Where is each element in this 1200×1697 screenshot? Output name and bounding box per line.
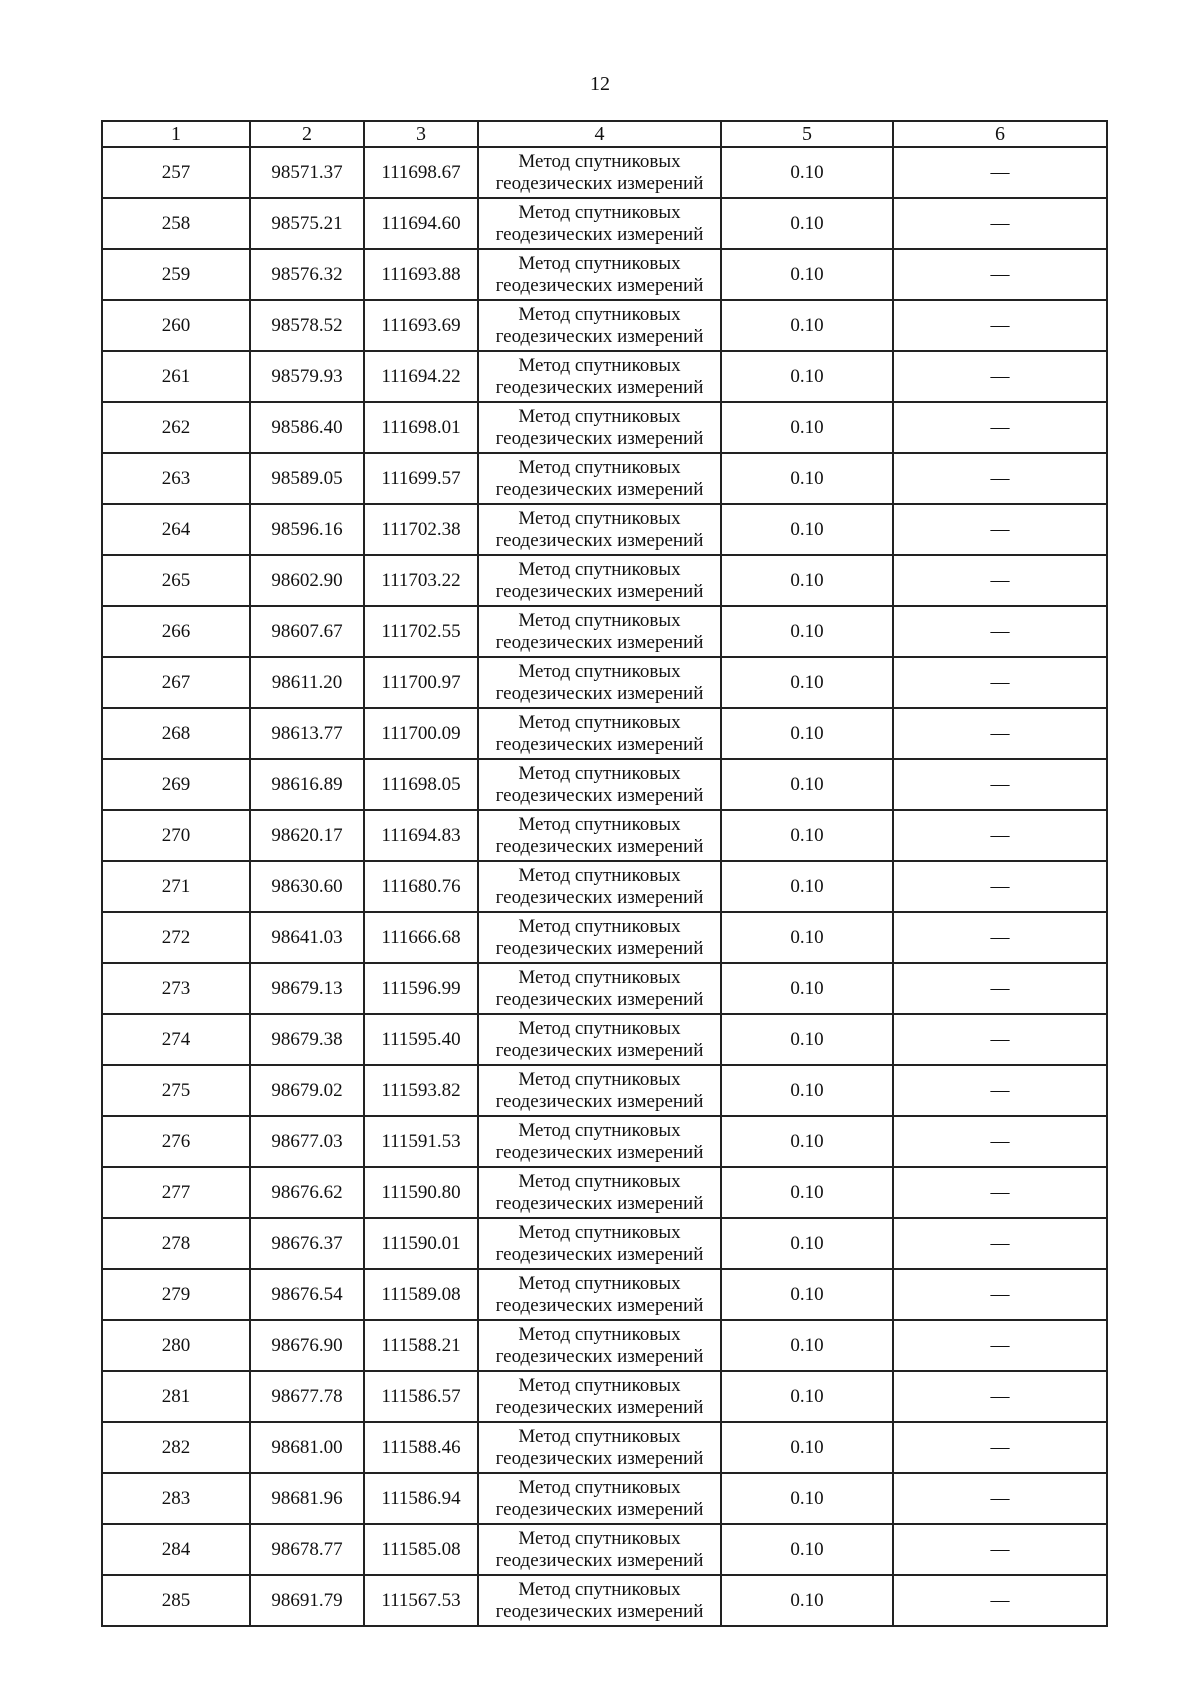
method-line-2: геодезических измерений — [495, 886, 704, 908]
coordinate-x-cell: 98607.67 — [250, 606, 364, 657]
point-number-cell: 276 — [102, 1116, 250, 1167]
method-line-2: геодезических измерений — [495, 1396, 704, 1418]
coordinate-x-cell: 98579.93 — [250, 351, 364, 402]
method-line-1: Метод спутниковых — [518, 762, 681, 784]
method-cell — [478, 810, 721, 861]
method-cell — [478, 351, 721, 402]
table-row — [102, 759, 1107, 810]
description-cell: — — [893, 861, 1107, 912]
method-line-1: Метод спутниковых — [518, 864, 681, 886]
coordinate-y-cell: 111593.82 — [364, 1065, 478, 1116]
column-header-1: 1 — [102, 121, 250, 147]
accuracy-cell: 0.10 — [721, 249, 893, 300]
coordinate-y-cell: 111700.97 — [364, 657, 478, 708]
accuracy-cell: 0.10 — [721, 402, 893, 453]
column-header-4: 4 — [478, 121, 721, 147]
method-cell — [478, 708, 721, 759]
table-row — [102, 606, 1107, 657]
description-cell: — — [893, 708, 1107, 759]
method-line-2: геодезических измерений — [495, 325, 704, 347]
table-row — [102, 1116, 1107, 1167]
header-row — [102, 121, 1107, 147]
coordinate-y-cell: 111586.57 — [364, 1371, 478, 1422]
method-line-1: Метод спутниковых — [518, 966, 681, 988]
description-cell: — — [893, 1473, 1107, 1524]
coordinate-y-cell: 111698.01 — [364, 402, 478, 453]
method-line-2: геодезических измерений — [495, 223, 704, 245]
accuracy-cell: 0.10 — [721, 708, 893, 759]
coordinate-y-cell: 111567.53 — [364, 1575, 478, 1626]
method-cell — [478, 1065, 721, 1116]
accuracy-cell: 0.10 — [721, 606, 893, 657]
point-number-cell: 268 — [102, 708, 250, 759]
table-row — [102, 147, 1107, 198]
point-number-cell: 285 — [102, 1575, 250, 1626]
method-line-1: Метод спутниковых — [518, 813, 681, 835]
accuracy-cell: 0.10 — [721, 810, 893, 861]
method-cell — [478, 1167, 721, 1218]
method-line-2: геодезических измерений — [495, 427, 704, 449]
method-cell — [478, 1320, 721, 1371]
point-number-cell: 269 — [102, 759, 250, 810]
accuracy-cell: 0.10 — [721, 1320, 893, 1371]
method-line-2: геодезических измерений — [495, 274, 704, 296]
column-header-2: 2 — [250, 121, 364, 147]
method-line-1: Метод спутниковых — [518, 303, 681, 325]
method-line-1: Метод спутниковых — [518, 1425, 681, 1447]
description-cell: — — [893, 1269, 1107, 1320]
coordinate-y-cell: 111693.88 — [364, 249, 478, 300]
method-line-1: Метод спутниковых — [518, 405, 681, 427]
method-line-1: Метод спутниковых — [518, 1221, 681, 1243]
method-line-1: Метод спутниковых — [518, 456, 681, 478]
point-number-cell: 282 — [102, 1422, 250, 1473]
accuracy-cell: 0.10 — [721, 1167, 893, 1218]
coordinate-y-cell: 111702.38 — [364, 504, 478, 555]
coordinate-x-cell: 98677.78 — [250, 1371, 364, 1422]
description-cell: — — [893, 402, 1107, 453]
method-line-2: геодезических измерений — [495, 835, 704, 857]
coordinate-x-cell: 98571.37 — [250, 147, 364, 198]
table-row — [102, 861, 1107, 912]
coordinate-y-cell: 111698.67 — [364, 147, 478, 198]
table-row — [102, 453, 1107, 504]
description-cell: — — [893, 555, 1107, 606]
method-cell — [478, 861, 721, 912]
point-number-cell: 283 — [102, 1473, 250, 1524]
accuracy-cell: 0.10 — [721, 198, 893, 249]
method-cell — [478, 1371, 721, 1422]
method-line-1: Метод спутниковых — [518, 1527, 681, 1549]
method-cell — [478, 1116, 721, 1167]
point-number-cell: 258 — [102, 198, 250, 249]
coordinate-x-cell: 98691.79 — [250, 1575, 364, 1626]
accuracy-cell: 0.10 — [721, 504, 893, 555]
method-line-1: Метод спутниковых — [518, 252, 681, 274]
coordinate-y-cell: 111698.05 — [364, 759, 478, 810]
description-cell: — — [893, 198, 1107, 249]
point-number-cell: 280 — [102, 1320, 250, 1371]
description-cell: — — [893, 1371, 1107, 1422]
table-row — [102, 1269, 1107, 1320]
point-number-cell: 281 — [102, 1371, 250, 1422]
description-cell: — — [893, 606, 1107, 657]
table-row — [102, 198, 1107, 249]
description-cell: — — [893, 1575, 1107, 1626]
table-row — [102, 1371, 1107, 1422]
point-number-cell: 279 — [102, 1269, 250, 1320]
method-cell — [478, 1524, 721, 1575]
coordinate-y-cell: 111702.55 — [364, 606, 478, 657]
point-number-cell: 263 — [102, 453, 250, 504]
point-number-cell: 265 — [102, 555, 250, 606]
coordinates-table — [101, 120, 1108, 1627]
coordinate-y-cell: 111699.57 — [364, 453, 478, 504]
method-cell — [478, 504, 721, 555]
method-line-1: Метод спутниковых — [518, 660, 681, 682]
method-line-2: геодезических измерений — [495, 1192, 704, 1214]
method-cell — [478, 300, 721, 351]
point-number-cell: 262 — [102, 402, 250, 453]
method-line-2: геодезических измерений — [495, 1141, 704, 1163]
method-line-2: геодезических измерений — [495, 733, 704, 755]
coordinate-x-cell: 98596.16 — [250, 504, 364, 555]
description-cell: — — [893, 147, 1107, 198]
coordinate-y-cell: 111588.46 — [364, 1422, 478, 1473]
point-number-cell: 259 — [102, 249, 250, 300]
method-line-2: геодезических измерений — [495, 1090, 704, 1112]
coordinate-x-cell: 98679.38 — [250, 1014, 364, 1065]
accuracy-cell: 0.10 — [721, 147, 893, 198]
point-number-cell: 274 — [102, 1014, 250, 1065]
table-row — [102, 351, 1107, 402]
method-line-1: Метод спутниковых — [518, 1323, 681, 1345]
coordinate-y-cell: 111694.83 — [364, 810, 478, 861]
description-cell: — — [893, 1218, 1107, 1269]
method-line-2: геодезических измерений — [495, 376, 704, 398]
method-line-1: Метод спутниковых — [518, 1068, 681, 1090]
page-number: 12 — [590, 73, 610, 95]
description-cell: — — [893, 1320, 1107, 1371]
table-row — [102, 1065, 1107, 1116]
method-cell — [478, 1575, 721, 1626]
table-row — [102, 963, 1107, 1014]
method-cell — [478, 249, 721, 300]
point-number-cell: 257 — [102, 147, 250, 198]
coordinate-x-cell: 98576.32 — [250, 249, 364, 300]
method-line-1: Метод спутниковых — [518, 1578, 681, 1600]
column-header-6: 6 — [893, 121, 1107, 147]
point-number-cell: 267 — [102, 657, 250, 708]
point-number-cell: 260 — [102, 300, 250, 351]
coordinate-x-cell: 98681.96 — [250, 1473, 364, 1524]
coordinate-x-cell: 98676.90 — [250, 1320, 364, 1371]
coordinate-y-cell: 111591.53 — [364, 1116, 478, 1167]
table-row — [102, 657, 1107, 708]
point-number-cell: 264 — [102, 504, 250, 555]
table-row — [102, 810, 1107, 861]
description-cell: — — [893, 249, 1107, 300]
method-line-2: геодезических измерений — [495, 1447, 704, 1469]
accuracy-cell: 0.10 — [721, 1371, 893, 1422]
description-cell: — — [893, 1422, 1107, 1473]
method-cell — [478, 1422, 721, 1473]
method-line-1: Метод спутниковых — [518, 609, 681, 631]
table-row — [102, 249, 1107, 300]
method-cell — [478, 402, 721, 453]
accuracy-cell: 0.10 — [721, 1218, 893, 1269]
coordinate-y-cell: 111588.21 — [364, 1320, 478, 1371]
accuracy-cell: 0.10 — [721, 1269, 893, 1320]
coordinate-y-cell: 111585.08 — [364, 1524, 478, 1575]
description-cell: — — [893, 504, 1107, 555]
coordinate-x-cell: 98676.37 — [250, 1218, 364, 1269]
description-cell: — — [893, 300, 1107, 351]
accuracy-cell: 0.10 — [721, 1116, 893, 1167]
method-cell — [478, 912, 721, 963]
table-row — [102, 708, 1107, 759]
method-line-2: геодезических измерений — [495, 1600, 704, 1622]
method-line-1: Метод спутниковых — [518, 1476, 681, 1498]
method-line-2: геодезических измерений — [495, 682, 704, 704]
method-cell — [478, 1269, 721, 1320]
table-row — [102, 1014, 1107, 1065]
coordinate-x-cell: 98589.05 — [250, 453, 364, 504]
method-line-2: геодезических измерений — [495, 937, 704, 959]
accuracy-cell: 0.10 — [721, 861, 893, 912]
method-line-1: Метод спутниковых — [518, 711, 681, 733]
coordinate-x-cell: 98616.89 — [250, 759, 364, 810]
method-line-2: геодезических измерений — [495, 988, 704, 1010]
column-header-3: 3 — [364, 121, 478, 147]
column-header-5: 5 — [721, 121, 893, 147]
point-number-cell: 278 — [102, 1218, 250, 1269]
table-row — [102, 1320, 1107, 1371]
coordinate-x-cell: 98613.77 — [250, 708, 364, 759]
method-line-1: Метод спутниковых — [518, 558, 681, 580]
method-cell — [478, 963, 721, 1014]
accuracy-cell: 0.10 — [721, 1524, 893, 1575]
accuracy-cell: 0.10 — [721, 1422, 893, 1473]
method-line-2: геодезических измерений — [495, 631, 704, 653]
accuracy-cell: 0.10 — [721, 300, 893, 351]
description-cell: — — [893, 657, 1107, 708]
method-line-1: Метод спутниковых — [518, 1374, 681, 1396]
point-number-cell: 284 — [102, 1524, 250, 1575]
point-number-cell: 261 — [102, 351, 250, 402]
coordinate-y-cell: 111596.99 — [364, 963, 478, 1014]
table-row — [102, 912, 1107, 963]
coordinate-x-cell: 98678.77 — [250, 1524, 364, 1575]
accuracy-cell: 0.10 — [721, 351, 893, 402]
point-number-cell: 273 — [102, 963, 250, 1014]
description-cell: — — [893, 759, 1107, 810]
table-row — [102, 1167, 1107, 1218]
coordinate-y-cell: 111703.22 — [364, 555, 478, 606]
table-row — [102, 1524, 1107, 1575]
description-cell: — — [893, 1065, 1107, 1116]
method-line-2: геодезических измерений — [495, 172, 704, 194]
method-cell — [478, 657, 721, 708]
coordinate-y-cell: 111590.01 — [364, 1218, 478, 1269]
method-line-2: геодезических измерений — [495, 1039, 704, 1061]
coordinate-y-cell: 111590.80 — [364, 1167, 478, 1218]
accuracy-cell: 0.10 — [721, 657, 893, 708]
coordinate-x-cell: 98575.21 — [250, 198, 364, 249]
accuracy-cell: 0.10 — [721, 453, 893, 504]
method-line-1: Метод спутниковых — [518, 1017, 681, 1039]
point-number-cell: 270 — [102, 810, 250, 861]
table-row — [102, 1575, 1107, 1626]
coordinate-x-cell: 98641.03 — [250, 912, 364, 963]
point-number-cell: 272 — [102, 912, 250, 963]
method-line-2: геодезических измерений — [495, 580, 704, 602]
coordinate-y-cell: 111700.09 — [364, 708, 478, 759]
point-number-cell: 271 — [102, 861, 250, 912]
method-line-1: Метод спутниковых — [518, 201, 681, 223]
description-cell: — — [893, 810, 1107, 861]
coordinate-x-cell: 98679.02 — [250, 1065, 364, 1116]
description-cell: — — [893, 1524, 1107, 1575]
method-cell — [478, 606, 721, 657]
table-row — [102, 504, 1107, 555]
method-line-1: Метод спутниковых — [518, 915, 681, 937]
method-line-2: геодезических измерений — [495, 1294, 704, 1316]
accuracy-cell: 0.10 — [721, 1065, 893, 1116]
coordinate-x-cell: 98620.17 — [250, 810, 364, 861]
coordinate-y-cell: 111693.69 — [364, 300, 478, 351]
description-cell: — — [893, 912, 1107, 963]
coordinate-y-cell: 111694.60 — [364, 198, 478, 249]
method-cell — [478, 1473, 721, 1524]
coordinate-y-cell: 111694.22 — [364, 351, 478, 402]
method-cell — [478, 759, 721, 810]
accuracy-cell: 0.10 — [721, 1575, 893, 1626]
method-cell — [478, 198, 721, 249]
accuracy-cell: 0.10 — [721, 1473, 893, 1524]
coordinate-y-cell: 111589.08 — [364, 1269, 478, 1320]
coordinate-x-cell: 98602.90 — [250, 555, 364, 606]
description-cell: — — [893, 351, 1107, 402]
coordinate-x-cell: 98676.62 — [250, 1167, 364, 1218]
method-line-1: Метод спутниковых — [518, 1272, 681, 1294]
coordinate-x-cell: 98578.52 — [250, 300, 364, 351]
method-cell — [478, 453, 721, 504]
accuracy-cell: 0.10 — [721, 555, 893, 606]
table-row — [102, 1473, 1107, 1524]
coordinate-x-cell: 98677.03 — [250, 1116, 364, 1167]
table-row — [102, 1218, 1107, 1269]
method-line-2: геодезических измерений — [495, 529, 704, 551]
table-body — [102, 147, 1107, 1626]
description-cell: — — [893, 1014, 1107, 1065]
coordinate-x-cell: 98676.54 — [250, 1269, 364, 1320]
accuracy-cell: 0.10 — [721, 759, 893, 810]
method-line-2: геодезических измерений — [495, 1345, 704, 1367]
coordinate-y-cell: 111680.76 — [364, 861, 478, 912]
point-number-cell: 277 — [102, 1167, 250, 1218]
coordinate-y-cell: 111595.40 — [364, 1014, 478, 1065]
method-line-2: геодезических измерений — [495, 1243, 704, 1265]
coordinate-y-cell: 111586.94 — [364, 1473, 478, 1524]
method-cell — [478, 1218, 721, 1269]
description-cell: — — [893, 1116, 1107, 1167]
accuracy-cell: 0.10 — [721, 912, 893, 963]
method-cell — [478, 555, 721, 606]
table-row — [102, 402, 1107, 453]
method-line-1: Метод спутниковых — [518, 1170, 681, 1192]
coordinate-x-cell: 98630.60 — [250, 861, 364, 912]
table-row — [102, 1422, 1107, 1473]
point-number-cell: 275 — [102, 1065, 250, 1116]
table-row — [102, 300, 1107, 351]
description-cell: — — [893, 963, 1107, 1014]
method-line-1: Метод спутниковых — [518, 507, 681, 529]
description-cell: — — [893, 1167, 1107, 1218]
coordinate-x-cell: 98681.00 — [250, 1422, 364, 1473]
method-line-2: геодезических измерений — [495, 784, 704, 806]
table-row — [102, 555, 1107, 606]
method-line-2: геодезических измерений — [495, 478, 704, 500]
method-line-1: Метод спутниковых — [518, 150, 681, 172]
accuracy-cell: 0.10 — [721, 963, 893, 1014]
method-line-1: Метод спутниковых — [518, 354, 681, 376]
method-line-1: Метод спутниковых — [518, 1119, 681, 1141]
coordinate-x-cell: 98586.40 — [250, 402, 364, 453]
coordinate-y-cell: 111666.68 — [364, 912, 478, 963]
method-cell — [478, 1014, 721, 1065]
accuracy-cell: 0.10 — [721, 1014, 893, 1065]
method-line-2: геодезических измерений — [495, 1498, 704, 1520]
coordinate-x-cell: 98679.13 — [250, 963, 364, 1014]
description-cell: — — [893, 453, 1107, 504]
coordinate-x-cell: 98611.20 — [250, 657, 364, 708]
method-cell — [478, 147, 721, 198]
point-number-cell: 266 — [102, 606, 250, 657]
method-line-2: геодезических измерений — [495, 1549, 704, 1571]
